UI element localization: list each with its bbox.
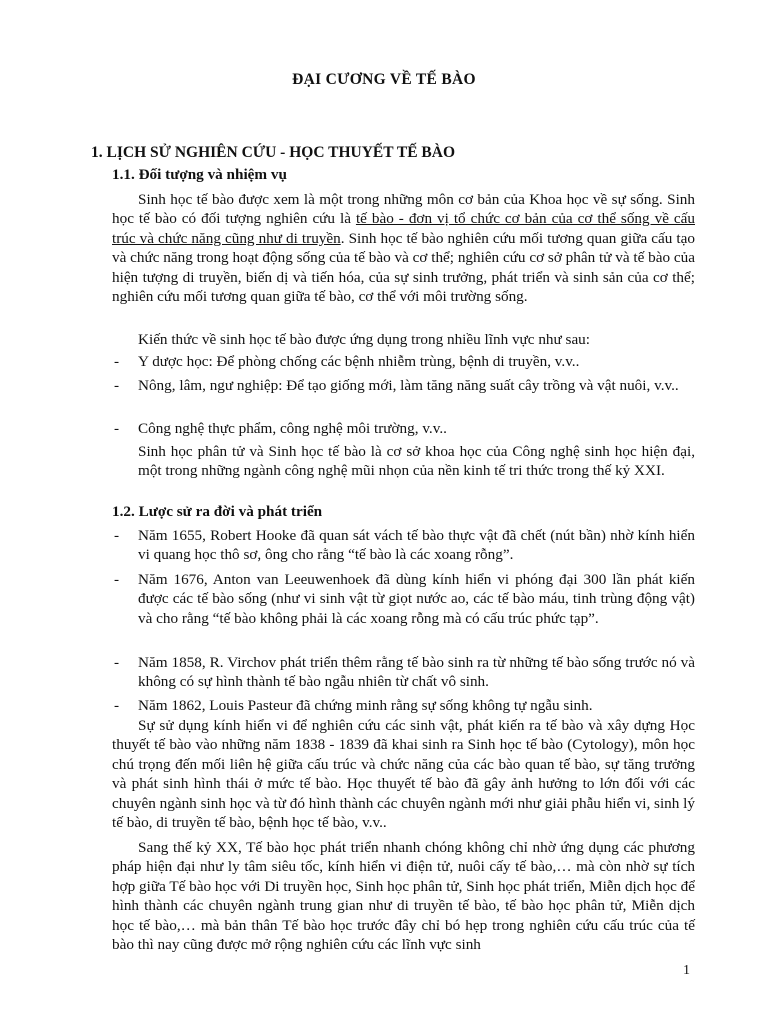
para-text-cont: . Sinh học tế bào nghiên cứu mối tương quan giữa cấu tạo và chức năng trong hoạt động sống của tế bào và cơ thể; nghiên cứu cơ sở phân tử và tế bào của hiện tượng di truyền, biến dị và tiến hóa, của sự sinh trưởng, phát triển và sinh sản của cơ thể; nghiên cứu mối tương quan giữa tế bào, cơ thể với môi trường sống.	[112, 229, 695, 306]
underlined-definition: tế bào - đơn vị tổ chức cơ bản của cơ thể sống về cấu trúc và chức năng cũng như di truyền	[112, 210, 695, 247]
paragraph-1-2-a: Sự sử dụng kính hiển vi để nghiên cứu các sinh vật, phát kiến ra tế bào và xây dựng Học thuyết tế bào vào những năm 1838 - 1839 đã khai sinh ra Sinh học tế bào (Cytology), môn học chú trọng đến mối liên hệ giữa cấu trúc và chức năng của các bào quan tế bào, sự tăng trưởng và phát sinh hình thái ở mức tế bào. Học thuyết tế bào đã gây ảnh hưởng to lớn đối với các chuyên ngành sinh học và từ đó hình thành các chuyên ngành mới như giải phẫu hiển vi, sinh lý tế bào, di truyền tế bào, bệnh học tế bào, v.v..	[112, 717, 695, 832]
list-item-text: Năm 1676, Anton van Leeuwenhoek đã dùng kính hiển vi phóng đại 300 lần phát kiến được các tế bào sống (như vi sinh vật từ giọt nước ao, các tế bào máu, tinh trùng động vật) và cho rằng “tế bào không phải là các xoang rỗng mà có cấu trúc phức tạp”.	[138, 571, 695, 627]
bullet-dash: -	[114, 353, 120, 370]
para-text: Sinh học tế bào được xem là một trong những môn cơ bản của Khoa học về sự sống. Sinh học tế bào có đối tượng nghiên cứu là	[112, 191, 695, 228]
list-item-text: Công nghệ thực phẩm, công nghệ môi trường, v.v..	[138, 420, 447, 437]
list-item	[112, 526, 695, 565]
list-item-text: Năm 1862, Louis Pasteur đã chứng minh rằng sự sống không tự ngẫu sinh.	[138, 697, 593, 714]
subsection-heading-1-1: 1.1. Đối tượng và nhiệm vụ	[112, 166, 287, 183]
list-item-text: Nông, lâm, ngư nghiệp: Để tạo giống mới, làm tăng năng suất cây trồng và vật nuôi, v.v..	[138, 377, 679, 394]
list-item	[112, 376, 695, 395]
bullet-dash: -	[114, 697, 120, 714]
list-item	[112, 696, 695, 715]
list-item	[112, 419, 695, 438]
paragraph-1-1-a	[112, 190, 695, 306]
bullet-dash: -	[114, 527, 120, 544]
subsection-heading-1-2: 1.2. Lược sử ra đời và phát triển	[112, 503, 323, 520]
page-number: 1	[683, 963, 690, 978]
page-title: ĐẠI CƯƠNG VỀ TẾ BÀO	[292, 71, 476, 88]
list-item	[112, 352, 695, 371]
bullet-dash: -	[114, 377, 120, 394]
list-item-text: Năm 1858, R. Virchov phát triển thêm rằng tế bào sinh ra từ những tế bào sống trước nó và không có sự hình thành tế bào ngẫu nhiên từ chất vô sinh.	[138, 654, 695, 691]
list-item	[112, 570, 695, 628]
bullet-dash: -	[114, 654, 120, 671]
bullet-dash: -	[114, 420, 120, 437]
list-item	[112, 653, 695, 692]
bullet-dash: -	[114, 571, 120, 588]
list-item-text: Năm 1655, Robert Hooke đã quan sát vách tế bào thực vật đã chết (nút bần) nhờ kính hiển vi quang học thô sơ, ông cho rằng “tế bào là các xoang rỗng”.	[138, 527, 695, 564]
paragraph-1-2-b: Sang thế kỷ XX, Tế bào học phát triển nhanh chóng không chỉ nhờ ứng dụng các phương pháp hiện đại như ly tâm siêu tốc, kính hiển vi điện tử, nuôi cấy tế bào,… mà còn nhờ sự tích hợp giữa Tế bào học với Di truyền học, Sinh học phân tử, Sinh học phát triển, Miễn dịch học để hình thành các chuyên ngành trung gian như di truyền tế bào, tế bào học phân tử, Miễn dịch học tế bào,… mà bản thân Tế bào học trước đây chỉ bó hẹp trong nghiên cứu cấu trúc của tế bào thì nay cũng được mở rộng nghiên cứu các lĩnh vực sinh	[112, 839, 695, 954]
paragraph-1-1-c: Sinh học phân tử và Sinh học tế bào là cơ sở khoa học của Công nghệ sinh học hiện đại, một trong những ngành công nghệ mũi nhọn của nền kinh tế tri thức trong thế kỷ XXI.	[138, 443, 695, 480]
list-item-text: Y dược học: Để phòng chống các bệnh nhiễm trùng, bệnh di truyền, v.v..	[138, 353, 580, 370]
section-heading-1: 1. LỊCH SỬ NGHIÊN CỨU - HỌC THUYẾT TẾ BÀO	[91, 144, 456, 161]
paragraph-1-1-b: Kiến thức về sinh học tế bào được ứng dụng trong nhiều lĩnh vực như sau:	[138, 331, 590, 348]
